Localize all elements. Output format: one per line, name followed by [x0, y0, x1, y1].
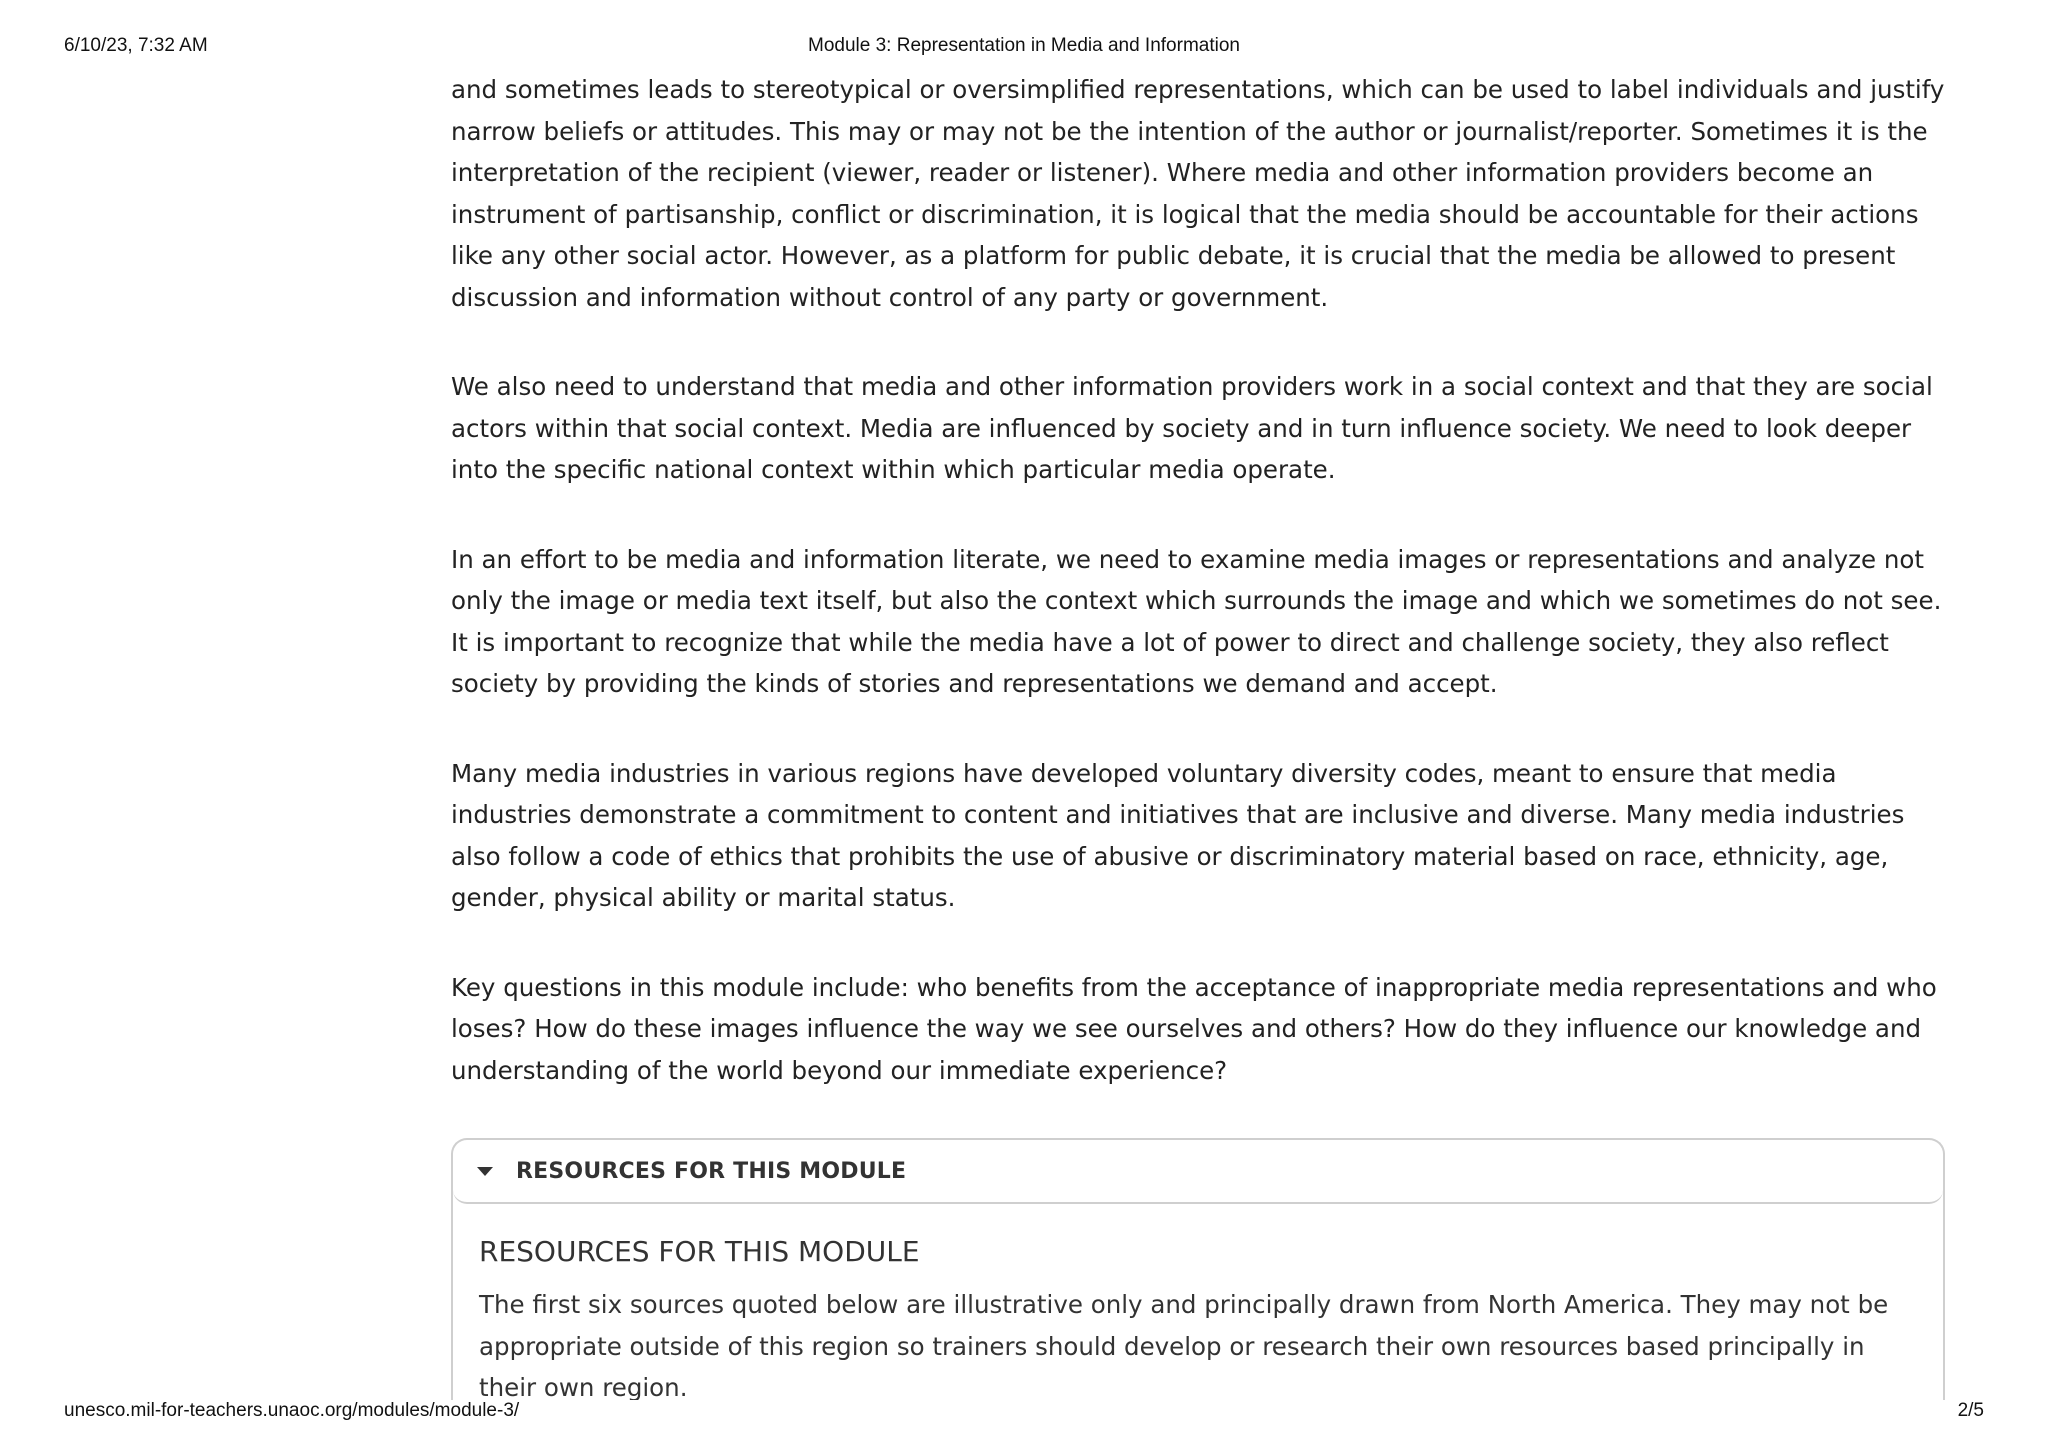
resources-heading: RESOURCES FOR THIS MODULE — [479, 1235, 920, 1268]
print-footer — [64, 1400, 1984, 1424]
resources-accordion-toggle[interactable] — [453, 1140, 1943, 1204]
article-paragraph: We also need to understand that media and other information providers work in a social context and that they are social actors within that social context. Media are influenced by society and in turn influence society. We need to look deeper into the specific national context within which particular media operate. — [451, 372, 1933, 484]
print-url: unesco.mil-for-teachers.unaoc.org/modules/module-3/ — [64, 1400, 520, 1421]
print-datetime: 6/10/23, 7:32 AM — [64, 35, 208, 56]
article-paragraph: In an effort to be media and information literate, we need to examine media images or representations and analyze not only the image or media text itself, but also the context which surrounds the image and which we sometimes do not see. It is important to recognize that while the media have a lot of power to direct and challenge society, they also reflect society by providing the kinds of stories and representations we demand and accept. — [451, 544, 1942, 698]
print-page-title: Module 3: Representation in Media and Information — [808, 35, 1240, 56]
article-paragraph: and sometimes leads to stereotypical or oversimplified representations, which can be used to label individuals and justify narrow beliefs or attitudes. This may or may not be the intention of the author or journalist/reporter. Sometimes it is the interpretation of the recipient (viewer, reader or listener). Where media and other information providers become an instrument of partisanship, conflict or discrimination, it is logical that the media should be accountable for their actions like any other social actor. However, as a platform for public debate, it is crucial that the media be allowed to present discussion and information without control of any party or government. — [451, 75, 1945, 312]
print-page-number: 2/5 — [1957, 1400, 1984, 1421]
article-body — [451, 69, 1946, 1139]
resources-accordion-panel — [453, 1204, 1943, 1400]
resources-accordion — [451, 1138, 1945, 1400]
resources-intro: The first six sources quoted below are illustrative only and principally drawn from North America. They may not be appropriate outside of this region so trainers should develop or research their own resources based principally in their own region. — [479, 1290, 1889, 1400]
article-paragraph: Many media industries in various regions have developed voluntary diversity codes, meant to ensure that media industries demonstrate a commitment to content and initiatives that are inclusive and diverse. Many media industries also follow a code of ethics that prohibits the use of abusive or discriminatory material based on race, ethnicity, age, gender, physical ability or marital status. — [451, 758, 1905, 912]
resources-accordion-label: RESOURCES FOR THIS MODULE — [516, 1158, 907, 1184]
print-header — [64, 35, 1984, 59]
caret-down-icon — [477, 1167, 493, 1176]
article-paragraph: Key questions in this module include: who benefits from the acceptance of inappropriate media representations and who loses? How do these images influence the way we see ourselves and others? How do they influence our knowledge and understanding of the world beyond our immediate experience? — [451, 972, 1937, 1085]
